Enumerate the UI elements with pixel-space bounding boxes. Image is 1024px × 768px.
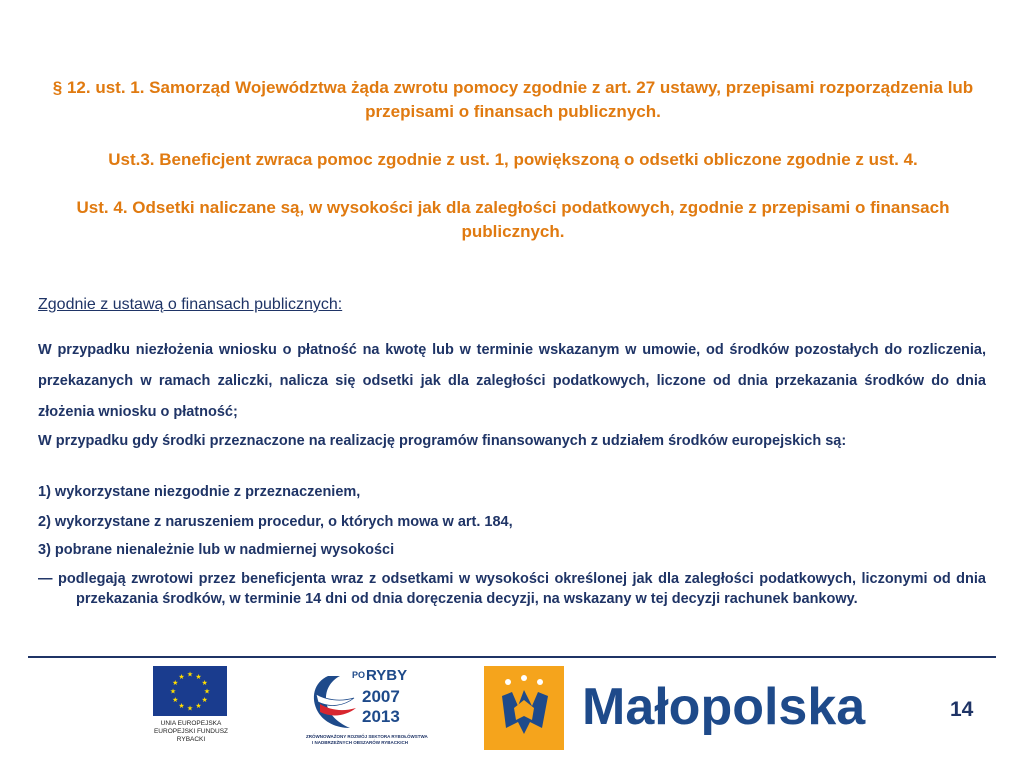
- poryby-year-start: 2007: [362, 687, 400, 706]
- list-item: 1) wykorzystane niezgodnie z przeznaczeniem,: [38, 484, 361, 500]
- poryby-ryby: RYBY: [366, 667, 408, 684]
- poryby-caption: [306, 734, 428, 746]
- poryby-caption-line: I NADBRZEŻNYCH OBSZARÓW RYBACKICH: [311, 740, 409, 745]
- poryby-logo: [306, 664, 428, 752]
- section-heading: Zgodnie z ustawą o finansach publicznych:: [38, 296, 343, 313]
- svg-text:★: ★: [172, 679, 179, 687]
- body-paragraph-repayment: — podlegają zwrotowi przez beneficjenta wraz z odsetkami w wysokości określonej jak dla zaległości podatkowych, liczonymi od dnia przekazania środków, w terminie 14 dni od dnia doręczenia decyzji, na wskazany w tej decyzji rachunek bankowy.: [38, 571, 986, 607]
- svg-text:★: ★: [186, 670, 194, 679]
- eu-caption-line: UNIA EUROPEJSKA: [160, 720, 222, 727]
- poryby-po: PO: [352, 670, 366, 680]
- eu-caption: [142, 720, 240, 744]
- poryby-caption-line: ZRÓWNOWAŻONY ROZWÓJ SEKTORA RYBOŁÓWSTWA: [306, 734, 428, 739]
- orange-paragraph-ust4: Ust. 4. Odsetki naliczane są, w wysokości jak dla zaległości podatkowych, zgodnie z przepisami o finansach publicznych.: [76, 198, 950, 241]
- orange-paragraph-paragraph-12: § 12. ust. 1. Samorząd Województwa żąda zwrotu pomocy zgodnie z art. 27 ustawy, przepisami rozporządzenia lub przepisami o finansach publicznych.: [52, 78, 974, 121]
- body-paragraph-eu-funds: W przypadku gdy środki przeznaczone na realizację programów finansowanych z udziałem środków europejskich są:: [38, 433, 847, 449]
- poryby-year-end: 2013: [362, 707, 400, 726]
- malopolska-emblem-icon: [484, 666, 564, 750]
- svg-text:★: ★: [195, 702, 202, 711]
- svg-text:★: ★: [201, 679, 208, 687]
- footer-divider: [28, 656, 996, 658]
- body-paragraph-no-application: W przypadku niezłożenia wniosku o płatność na kwotę lub w terminie wskazanym w umowie, od środków pozostałych do rozliczenia, przekazanych w ramach zaliczki, nalicza się odsetki jak dla zaległości podatkowych, liczone od dnia przekazania środków do dnia złożenia wniosku o płatność;: [38, 342, 986, 420]
- eu-caption-line: RYBACKI: [176, 736, 206, 743]
- malopolska-logo: [484, 666, 874, 752]
- page-number: 14: [950, 698, 974, 721]
- svg-text:★: ★: [195, 672, 202, 681]
- svg-text:★: ★: [201, 696, 208, 704]
- svg-text:★: ★: [186, 704, 194, 713]
- eu-caption-line: EUROPEJSKI FUNDUSZ: [153, 728, 229, 735]
- eu-logo: [148, 666, 234, 752]
- poryby-wave-icon: [306, 664, 414, 734]
- list-item: 2) wykorzystane z naruszeniem procedur, o których mowa w art. 184,: [38, 514, 513, 530]
- malopolska-wordmark: Małopolska: [582, 678, 866, 736]
- list-item: 3) pobrane nienależnie lub w nadmiernej wysokości: [38, 542, 395, 558]
- svg-text:★: ★: [203, 687, 211, 696]
- svg-text:★: ★: [178, 702, 185, 711]
- eu-flag-icon: [153, 666, 227, 716]
- svg-text:★: ★: [178, 672, 185, 681]
- orange-paragraph-ust3: Ust.3. Beneficjent zwraca pomoc zgodnie z ust. 1, powiększoną o odsetki obliczone zgodnie z ust. 4.: [108, 150, 918, 169]
- svg-text:★: ★: [172, 696, 179, 704]
- svg-text:★: ★: [169, 687, 177, 696]
